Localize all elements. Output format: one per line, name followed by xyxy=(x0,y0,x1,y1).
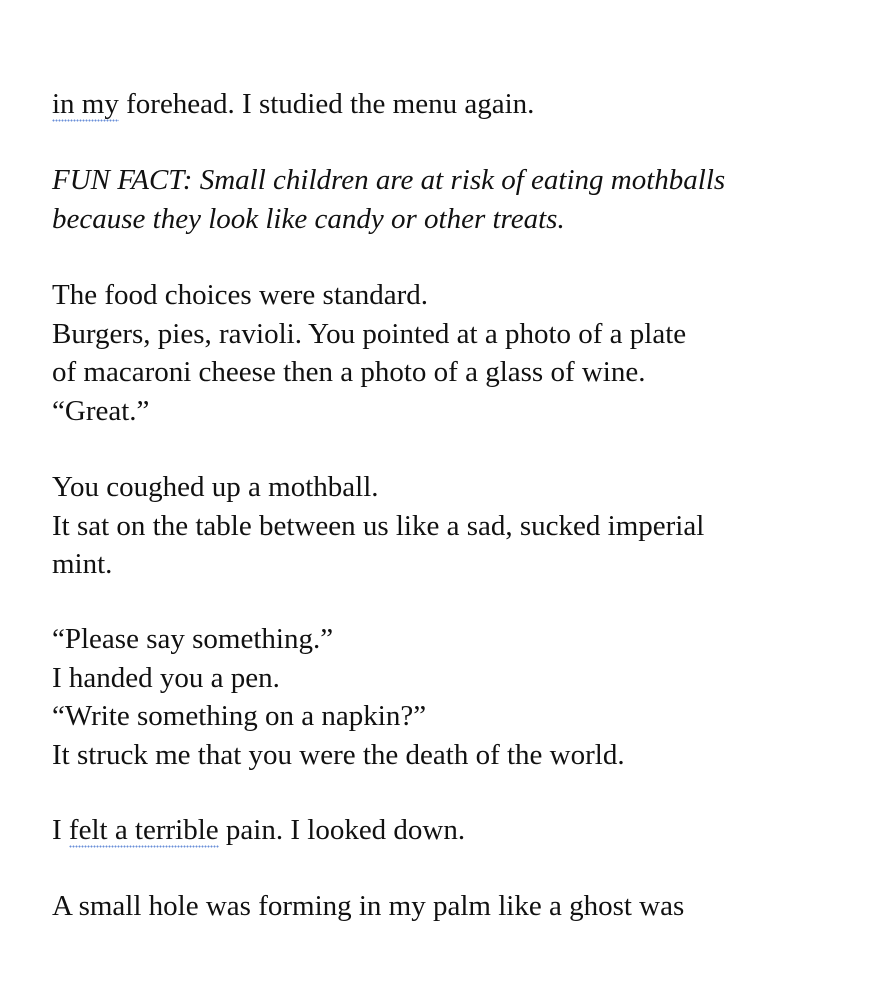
paragraph-6-text-before: I xyxy=(52,814,69,846)
paragraph-3-line-1: The food choices were standard. xyxy=(52,279,429,311)
paragraph-6 xyxy=(52,811,872,850)
fun-fact-line-1: FUN FACT: Small children are at risk of eating mothballs xyxy=(52,164,726,196)
paragraph-1-text: forehead. I studied the menu again. xyxy=(118,88,535,120)
paragraph-6-text-after: pain. I looked down. xyxy=(218,814,466,846)
fun-fact-paragraph xyxy=(52,161,872,238)
paragraph-7-line-1: A small hole was forming in my palm like a ghost was xyxy=(52,890,685,922)
paragraph-5 xyxy=(52,620,872,774)
paragraph-5-line-4: It struck me that you were the death of the world. xyxy=(52,738,625,771)
grammar-flagged-phrase[interactable]: felt a terrible xyxy=(68,814,219,846)
paragraph-3-line-4: “Great.” xyxy=(52,394,150,427)
paragraph-4-line-3: mint. xyxy=(52,548,113,580)
paragraph-6-line-1 xyxy=(52,811,872,850)
paragraph-7 xyxy=(52,887,872,926)
paragraph-5-line-3: “Write something on a napkin?” xyxy=(52,700,427,732)
paragraph-3 xyxy=(52,276,872,430)
paragraph-1 xyxy=(52,85,872,124)
paragraph-4 xyxy=(52,468,872,584)
paragraph-1-line-1 xyxy=(52,85,872,124)
grammar-flagged-phrase[interactable]: in my xyxy=(52,88,119,120)
paragraph-5-line-2: I handed you a pen. xyxy=(52,661,280,694)
paragraph-5-line-1: “Please say something.” xyxy=(52,623,334,655)
paragraph-4-line-1: You coughed up a mothball. xyxy=(52,471,379,503)
paragraph-3-line-2: Burgers, pies, ravioli. You pointed at a photo of a plate xyxy=(52,317,687,350)
fun-fact-line-2: because they look like candy or other treats. xyxy=(52,202,565,235)
paragraph-4-line-2: It sat on the table between us like a sad, sucked imperial xyxy=(52,509,705,542)
paragraph-3-line-3: of macaroni cheese then a photo of a glass of wine. xyxy=(52,356,646,388)
